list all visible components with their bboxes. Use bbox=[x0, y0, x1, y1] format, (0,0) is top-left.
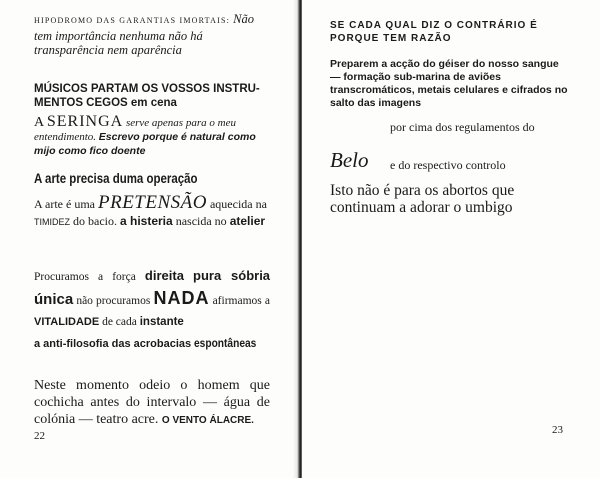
abortos-paragraph: Isto não é para os abortos que continuam a adorar o umbigo bbox=[330, 182, 515, 216]
seringa-word: SERINGA bbox=[46, 113, 124, 130]
controlo-line: e do respectivo controlo bbox=[390, 158, 506, 172]
musicos-line-1: MÚSICOS PARTAM OS VOSSOS INSTRU- bbox=[34, 83, 260, 95]
seringa-paragraph bbox=[34, 115, 272, 158]
pretensao-b: aquecida na bbox=[209, 197, 267, 211]
musicos-line-2: MENTOS CEGOS em cena bbox=[34, 97, 177, 109]
pretensao-paragraph bbox=[34, 194, 272, 231]
seringa-bold-italic: Escrevo porque é natural como mijo como fico doente bbox=[34, 131, 256, 157]
neste-momento-text: Neste momento odeio o homem que cochicha antes do intervalo — água de colónia — teatro acre. bbox=[34, 378, 270, 427]
procuramos-i: de cada bbox=[102, 316, 137, 328]
vitalidade-word: VITALIDADE bbox=[34, 316, 100, 328]
regulamentos-line: por cima dos regulamentos do bbox=[390, 120, 535, 134]
vento-alacre: O VENTO ÁLACRE. bbox=[161, 415, 254, 426]
unica-word: única bbox=[34, 291, 74, 308]
belo-script-word: Belo bbox=[330, 148, 369, 172]
pretensao-word: PRETENSÃO bbox=[97, 192, 207, 213]
procuramos-e: não procuramos bbox=[76, 295, 151, 307]
procuramos-paragraph bbox=[34, 265, 270, 333]
seringa-italic: serve apenas para o meu entendimento. bbox=[34, 117, 236, 143]
procuramos-g: afirmamos a bbox=[212, 295, 270, 307]
timidez-word: TIMIDEZ bbox=[34, 217, 70, 227]
anti-filosofia-line bbox=[34, 336, 274, 351]
right-heading-line-1: SE CADA QUAL DIZ O CONTRÁRIO É bbox=[330, 20, 538, 31]
arte-heading: A arte precisa duma operação bbox=[34, 170, 198, 186]
right-heading-line-2: PORQUE TEM RAZÃO bbox=[330, 32, 452, 44]
pretensao-a: A arte é uma bbox=[34, 197, 95, 211]
instante-word: instante bbox=[139, 316, 184, 328]
espontaneas-word: espontâneas bbox=[194, 336, 257, 350]
nada-word: NADA bbox=[153, 288, 210, 308]
pretensao-e: nascida no bbox=[175, 214, 227, 228]
hipodromo-paragraph bbox=[34, 12, 272, 58]
procuramos-a: Procuramos a força bbox=[34, 271, 136, 283]
right-heading bbox=[330, 20, 580, 45]
histeria-word: a histeria bbox=[120, 214, 173, 228]
pura-sobria-words: pura sóbria bbox=[193, 268, 271, 283]
musicos-paragraph bbox=[34, 82, 274, 110]
atelier-word: atelier bbox=[229, 214, 266, 228]
hipodromo-italic: Não tem importância nenhuma não há transparência nem aparência bbox=[34, 12, 255, 57]
neste-momento-paragraph bbox=[34, 377, 270, 429]
anti-filosofia-a: a anti-filosofia das acrobacias bbox=[34, 338, 192, 350]
page-number-left: 22 bbox=[34, 430, 45, 442]
seringa-lead: A bbox=[34, 115, 45, 130]
hipodromo-caps: HIPODROMO DAS GARANTIAS IMORTAIS: bbox=[34, 16, 231, 25]
left-page bbox=[0, 0, 298, 478]
preparem-paragraph: Preparem a acção do géiser do nosso sangue — formação sub-marina de aviões transcromáticos, metais celulares e cifrados no salto das imagens bbox=[330, 58, 568, 109]
pretensao-c: do bacio. bbox=[73, 214, 117, 228]
right-page bbox=[302, 0, 600, 478]
direita-word: direita bbox=[144, 268, 184, 283]
page-number-right: 23 bbox=[552, 424, 563, 436]
